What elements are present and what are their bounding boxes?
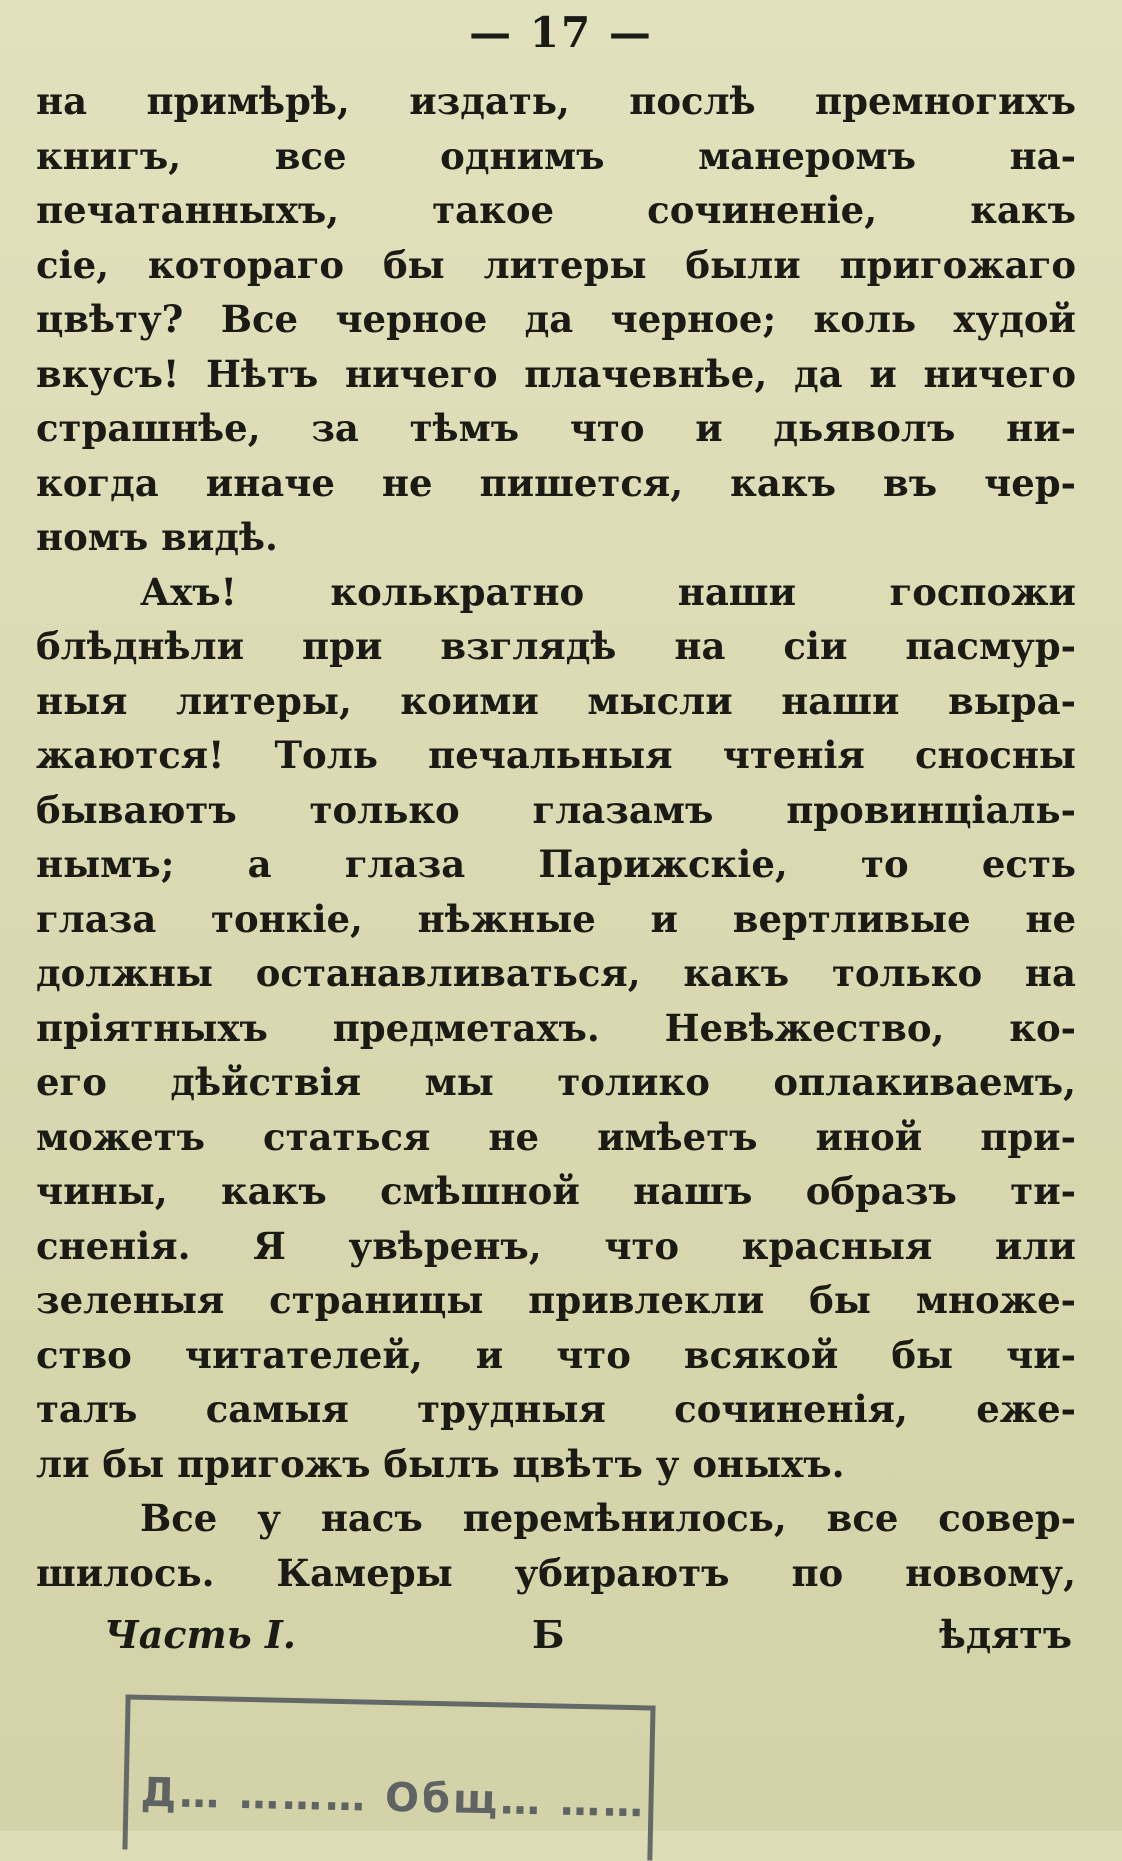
text-line: можетъ статься не имѣетъ иной при- [36,1114,1076,1159]
text-line: вкусъ! Нѣтъ ничего плачевнѣе, да и ничего [36,351,1076,396]
text-line: талъ самыя трудныя сочиненія, еже- [36,1387,1076,1431]
text-line: бываютъ только глазамъ провинціаль- [36,787,1076,832]
text-line: печатанныхъ, такое сочиненіе, какъ [36,188,1076,232]
text-line: его дѣйствія мы толико оплакиваемъ, [36,1060,1076,1104]
text-line: сіе, котораго бы литеры были пригожаго [36,242,1076,287]
stamp-text: Д… ……… Общ… …… [140,1769,647,1827]
library-stamp [122,1694,655,1860]
catchword: ѣдятъ [939,1612,1072,1657]
text-line: чины, какъ смѣшной нашъ образъ ти- [36,1169,1076,1213]
text-line: глаза тонкіе, нѣжные и вертливые не [36,896,1076,941]
signature-mark: Б [532,1612,565,1657]
text-line: ство читателей, и что всякой бы чи- [36,1332,1076,1377]
text-line: пріятныхъ предметахъ. Невѣжество, ко- [36,1005,1076,1050]
text-line: номъ видѣ. [36,515,278,559]
text-line: шилось. Камеры убираютъ по новому, [36,1550,1076,1595]
page-footer [0,1612,1122,1672]
text-line: Все у насъ перемѣнилось, все совер- [140,1496,1076,1540]
text-line: блѣднѣли при взглядѣ на сіи пасмур- [36,624,1076,668]
text-line: зеленыя страницы привлекли бы множе- [36,1278,1076,1322]
body-text [36,74,1076,1600]
text-line: цвѣту? Все черное да черное; коль худой [36,297,1076,341]
text-line: ли бы пригожъ былъ цвѣтъ у оныхъ. [36,1441,845,1486]
text-line: должны останавливаться, какъ только на [36,951,1076,995]
text-line: страшнѣе, за тѣмъ что и дьяволъ ни- [36,406,1076,450]
page-number: — 17 — [469,8,653,57]
text-line: книгъ, все однимъ манеромъ на- [36,133,1076,178]
text-line: сненія. Я увѣренъ, что красныя или [36,1223,1076,1268]
text-line: на примѣрѣ, издать, послѣ премногихъ [36,79,1076,123]
text-line: ныя литеры, коими мысли наши выра- [36,678,1076,723]
volume-label: Часть I. [104,1612,296,1657]
text-line: жаются! Толь печальныя чтенія сносны [36,733,1076,777]
text-line: нымъ; а глаза Парижскіе, то есть [36,842,1076,886]
text-line: Ахъ! колькратно наши госпожи [140,569,1076,614]
text-line: когда иначе не пишется, какъ въ чер- [36,460,1076,505]
